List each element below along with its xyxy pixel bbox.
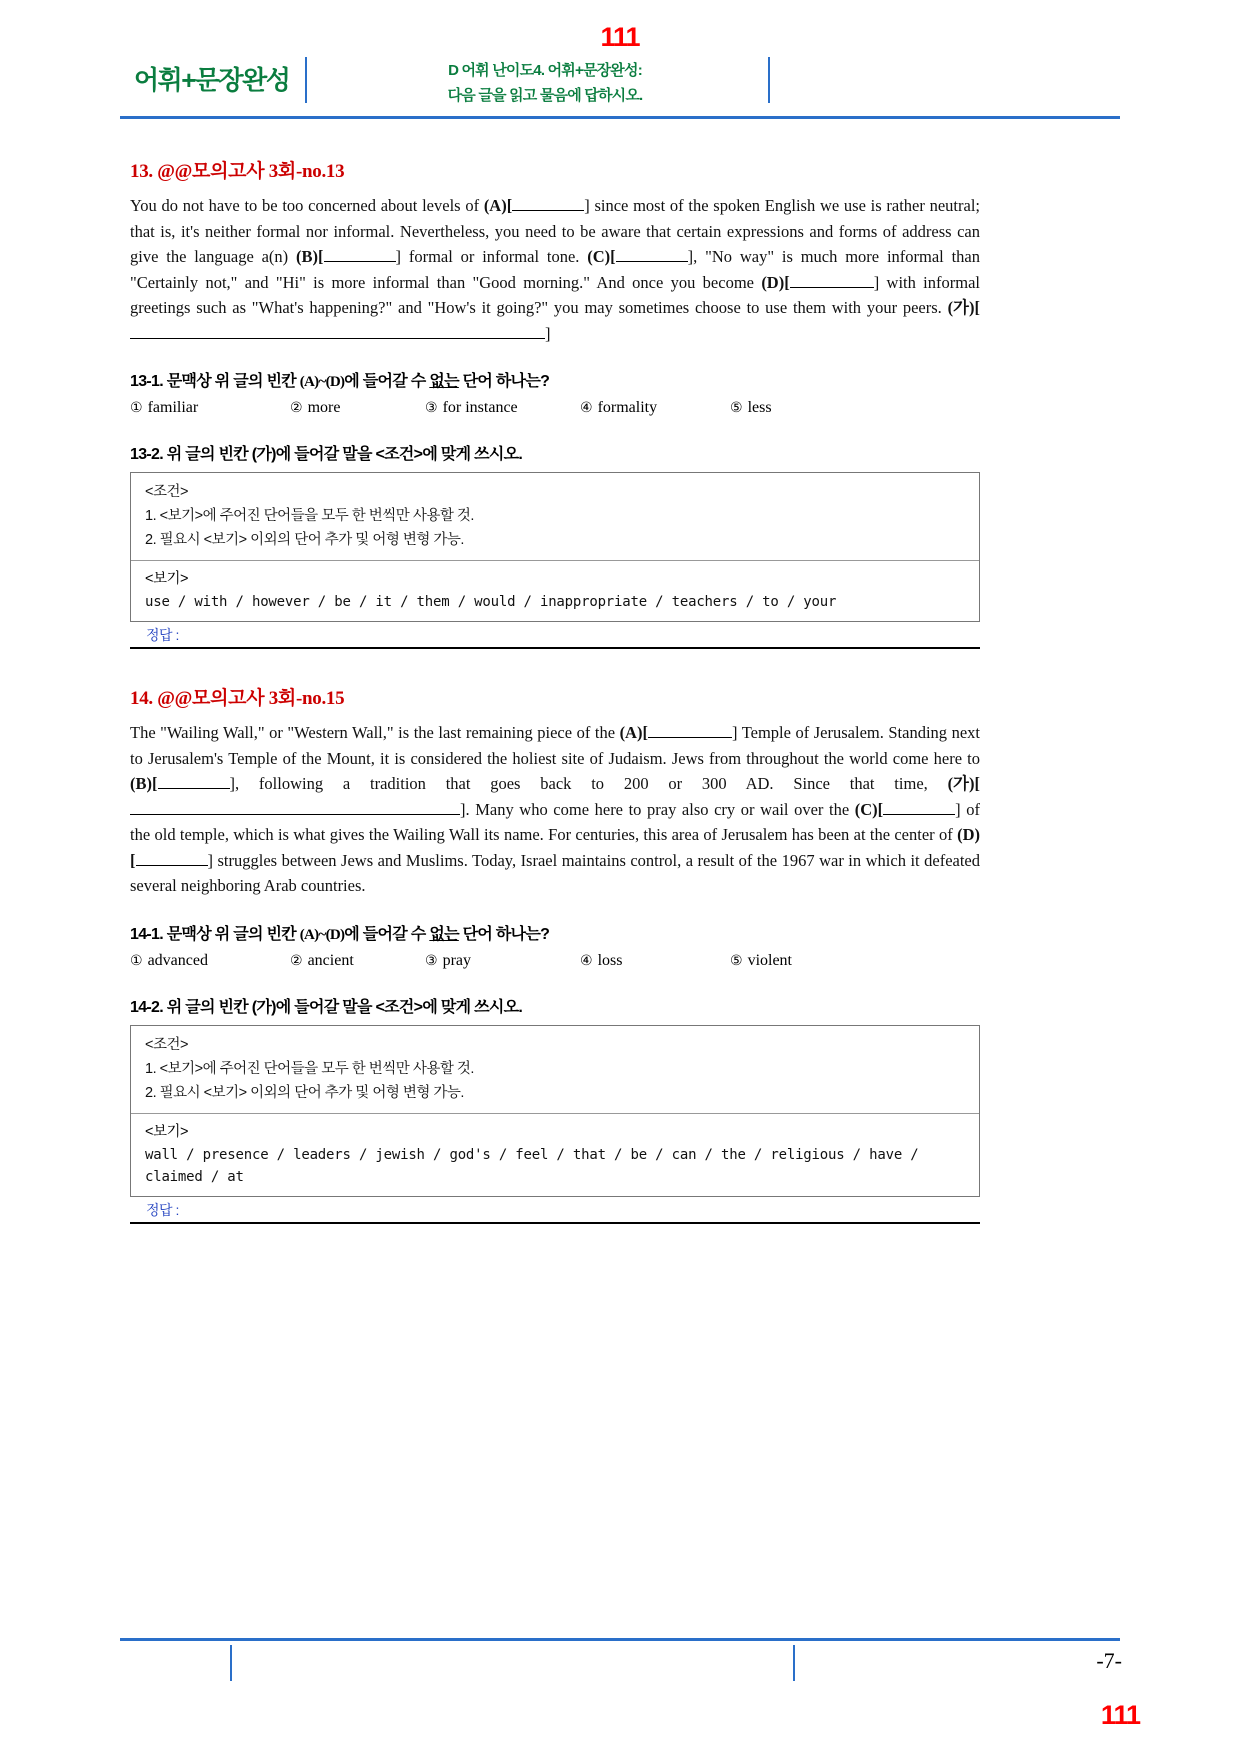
passage-text: ] struggles between Jews and Muslims. Today, Israel maintains control, a result of the 1967 war in which it defeated several neighboring Arab countries. xyxy=(130,850,980,895)
condition-header: <조건> xyxy=(145,484,188,500)
condition-rules xyxy=(131,473,979,561)
condition-wordbank-section xyxy=(131,1114,979,1196)
passage-text: ], following a tradition that goes back to 200 or 300 AD. Since that time, xyxy=(229,774,948,793)
choice-4[interactable] xyxy=(580,950,730,972)
choice-number: ② xyxy=(290,400,303,416)
choice-number: ④ xyxy=(580,952,593,969)
choice-number: ④ xyxy=(580,400,593,416)
choice-3[interactable] xyxy=(425,950,580,972)
question-14-passage xyxy=(130,720,980,899)
choice-label: loss xyxy=(597,951,623,969)
choice-label: advanced xyxy=(147,951,208,969)
choice-number: ② xyxy=(290,952,303,969)
choice-4[interactable] xyxy=(580,397,730,419)
blank-label-b: (B)[ xyxy=(296,247,324,266)
blank-label-d: (D)[ xyxy=(761,272,790,292)
choice-number: ① xyxy=(130,952,143,969)
header-brand-title: 어휘+문장완성 xyxy=(134,65,290,95)
choice-label: violent xyxy=(747,951,792,969)
blank-label-c: (C)[ xyxy=(854,799,884,819)
header-divider-right xyxy=(768,57,770,103)
blank-field-ga[interactable] xyxy=(130,801,460,815)
prompt-suffix: 단어 하나는? xyxy=(458,925,550,943)
choice-2[interactable] xyxy=(290,397,425,419)
choice-5[interactable] xyxy=(730,397,772,419)
page-content xyxy=(130,140,980,1224)
wordbank-list: use / with / however / be / it / them / would / inappropriate / teachers / to / your xyxy=(145,594,837,610)
blank-label-ga: (가)[ xyxy=(947,774,980,793)
header-page-number: 111 xyxy=(600,22,640,52)
question-14-2-prompt: 14-2. 위 글의 빈칸 (가)에 들어갈 말을 <조건>에 맞게 쓰시오. xyxy=(130,998,523,1016)
question-13-1-choices xyxy=(130,397,980,419)
condition-header: <조건> xyxy=(145,1036,188,1053)
blank-label-c: (C)[ xyxy=(587,247,616,266)
prompt-mid: 에 들어갈 수 xyxy=(344,373,430,390)
condition-rule-2: 2. 필요시 <보기> 이외의 단어 추가 및 어형 변형 가능. xyxy=(145,532,464,548)
passage-text: ] Temple of Jerusalem. Standing next to Jerusalem's Temple of the Mount, it is considered the holiest site of Judaism. Jews from throughout the world come here to xyxy=(130,723,980,768)
condition-rule-1: 1. <보기>에 주어진 단어들을 모두 한 번씩만 사용할 것. xyxy=(145,1060,474,1077)
prompt-prefix: 14-1. 문맥상 위 글의 빈칸 xyxy=(130,925,300,943)
question-13-title: 13. @@모의고사 3회-no.13 xyxy=(130,161,345,182)
question-14-condition-box xyxy=(130,1025,980,1197)
blank-field-c[interactable] xyxy=(883,801,955,815)
choice-1[interactable] xyxy=(130,397,290,419)
condition-wordbank-section xyxy=(131,561,979,621)
header-divider-left xyxy=(305,57,307,103)
choice-label: less xyxy=(747,399,772,416)
prompt-underlined: 없는 xyxy=(429,373,459,390)
blank-field-a[interactable] xyxy=(648,724,732,738)
choice-number: ③ xyxy=(425,952,438,969)
footer-top-rule xyxy=(120,1638,1120,1641)
blank-field-b[interactable] xyxy=(158,775,230,789)
question-13-2-prompt: 13-2. 위 글의 빈칸 (가)에 들어갈 말을 <조건>에 맞게 쓰시오. xyxy=(130,446,523,463)
blank-label-d: (D)[ xyxy=(130,825,980,870)
passage-text: ], "No way" is much more informal than "Certainly not," and "Hi" is more informal than "Good morning." And once you become xyxy=(130,247,981,292)
passage-text: The "Wailing Wall," or "Western Wall," is the last remaining piece of the xyxy=(130,723,620,742)
prompt-underlined: 없는 xyxy=(429,925,459,943)
passage-text: ]. Many who come here to pray also cry or wail over the xyxy=(460,799,855,819)
choice-3[interactable] xyxy=(425,397,580,419)
condition-rule-2: 2. 필요시 <보기> 이외의 단어 추가 및 어형 변형 가능. xyxy=(145,1084,464,1101)
passage-text: ] of the old temple, which is what gives the Wailing Wall its name. For centuries, this area of Jerusalem has been at the center of xyxy=(130,799,980,844)
question-14-1-prompt xyxy=(130,921,980,944)
page-header xyxy=(0,0,1240,118)
choice-1[interactable] xyxy=(130,950,290,972)
question-block-14 xyxy=(130,683,980,1224)
choice-label: more xyxy=(307,399,341,416)
prompt-blank-range: (A)~(D) xyxy=(299,374,345,390)
wordbank-header: <보기> xyxy=(145,571,188,587)
condition-rule-1: 1. <보기>에 주어진 단어들을 모두 한 번씩만 사용할 것. xyxy=(145,508,474,524)
wordbank-header: <보기> xyxy=(145,1123,188,1140)
choice-5[interactable] xyxy=(730,950,792,972)
blank-field-d[interactable] xyxy=(136,852,208,866)
passage-text: ] with informal greetings such as "What's happening?" and "How's it going?" you may sometimes choose to use them with your peers. xyxy=(130,272,980,317)
footer-divider-right xyxy=(793,1645,795,1681)
blank-label-a: (A)[ xyxy=(619,723,648,742)
header-subject-line-1: D 어휘 난이도4. 어휘+문장완성: xyxy=(448,62,642,79)
blank-field-c[interactable] xyxy=(616,248,688,262)
header-subject-line xyxy=(330,58,760,108)
passage-text: ] xyxy=(545,323,551,343)
choice-label: ancient xyxy=(307,951,354,969)
question-13-answer-row[interactable]: 정답 : xyxy=(130,622,980,649)
blank-field-a[interactable] xyxy=(512,197,584,211)
choice-label: for instance xyxy=(442,399,518,416)
blank-field-b[interactable] xyxy=(324,248,396,262)
prompt-blank-range: (A)~(D) xyxy=(299,926,345,943)
choice-label: formality xyxy=(597,399,658,416)
header-instruction-line: 다음 글을 읽고 물음에 답하시오. xyxy=(447,87,643,104)
choice-number: ⑤ xyxy=(730,952,743,969)
blank-label-a: (A)[ xyxy=(483,196,513,215)
question-14-answer-row[interactable]: 정답 : xyxy=(130,1197,980,1224)
question-block-13 xyxy=(130,156,980,649)
footer-page-label: -7- xyxy=(1096,1648,1122,1673)
question-13-1-prompt xyxy=(130,368,980,391)
passage-text: ] formal or informal tone. xyxy=(395,247,588,266)
question-14-1-choices xyxy=(130,950,980,972)
blank-field-d[interactable] xyxy=(790,274,874,288)
question-13-passage xyxy=(130,193,980,346)
choice-2[interactable] xyxy=(290,950,425,972)
prompt-mid: 에 들어갈 수 xyxy=(344,925,430,943)
question-14-title: 14. @@모의고사 3회-no.15 xyxy=(130,688,345,709)
blank-label-b: (B)[ xyxy=(130,774,158,793)
footer-divider-left xyxy=(230,1645,232,1681)
prompt-suffix: 단어 하나는? xyxy=(458,373,550,390)
choice-label: pray xyxy=(442,951,471,969)
footer-page-number: 111 xyxy=(1100,1700,1140,1730)
passage-text: ] since most of the spoken English we use is rather neutral; that is, it's neither formal nor informal. Nevertheless, you need to be aware that certain expressions and forms of address can give the language a(n) xyxy=(130,196,981,266)
question-13-condition-box xyxy=(130,472,980,622)
choice-number: ③ xyxy=(425,400,438,416)
header-bottom-rule xyxy=(120,116,1120,119)
wordbank-list: wall / presence / leaders / jewish / god's / feel / that / be / can / the / religious / have / claimed / at xyxy=(145,1146,919,1185)
blank-label-ga: (가)[ xyxy=(947,298,980,317)
condition-rules xyxy=(131,1026,979,1114)
choice-label: familiar xyxy=(147,399,199,416)
section-spacer xyxy=(130,649,980,667)
choice-number: ① xyxy=(130,400,143,416)
choice-number: ⑤ xyxy=(730,400,743,416)
passage-text: You do not have to be too concerned about levels of xyxy=(130,196,484,215)
blank-field-ga[interactable] xyxy=(130,325,545,339)
prompt-prefix: 13-1. 문맥상 위 글의 빈칸 xyxy=(130,373,300,390)
